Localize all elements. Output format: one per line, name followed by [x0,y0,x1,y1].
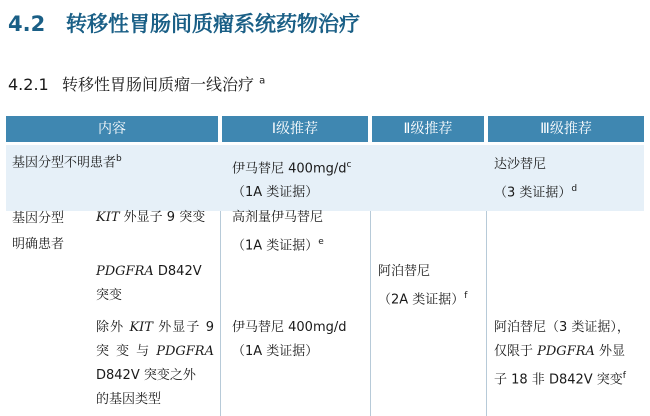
cell-other-genotypes: 除外 KIT 外显子 9 突 变 与 PDGFRA D842V 突变之外 的基因类型 [96,320,214,407]
section-heading [8,8,360,38]
column-divider [486,211,487,416]
cell-pdgfra-d842v: PDGFRA D842V 突变 [96,264,202,303]
cell-level3-unknown: 达沙替尼 （3 类证据）$^d$ [494,157,578,201]
cell-content-unknown: 基因分型不明患者$^b$ [12,154,122,171]
subsection-title: 转移性胃肠间质瘤一线治疗 [62,75,255,94]
column-divider [220,211,221,416]
subsection-heading [8,72,265,95]
header-level1: Ⅰ级推荐 [222,116,368,142]
section-number: 4.2 [8,12,46,36]
cell-level3-other: 阿泊替尼（3 类证据）， 仅限于 PDGFRA 外显 子 18 非 D842V 突变$^f$ [494,320,630,388]
subsection-footnote: a [259,75,266,87]
cell-level1-kit-exon9: 高剂量伊马替尼 （1A 类证据）$^e$ [232,210,324,254]
header-content: 内容 [6,116,218,142]
cell-level2-pdgfra: 阿泊替尼 （2A 类证据）$^f$ [378,264,468,308]
cell-level1-other: 伊马替尼 400mg/d （1A 类证据） [232,320,347,359]
recommendation-table [6,116,644,416]
cell-level1-unknown: 伊马替尼 $400mg/d^c$ （1A 类证据） [232,160,352,201]
cell-known-genotype: 基因分型 明确患者 [12,211,65,252]
cell-kit-exon9: KIT 外显子 9 突变 [96,210,206,225]
subsection-number: 4.2.1 [8,75,49,94]
column-divider [370,211,371,416]
header-level3: Ⅲ级推荐 [488,116,644,142]
header-level2: Ⅱ级推荐 [372,116,484,142]
section-title: 转移性胃肠间质瘤系统药物治疗 [66,12,360,36]
